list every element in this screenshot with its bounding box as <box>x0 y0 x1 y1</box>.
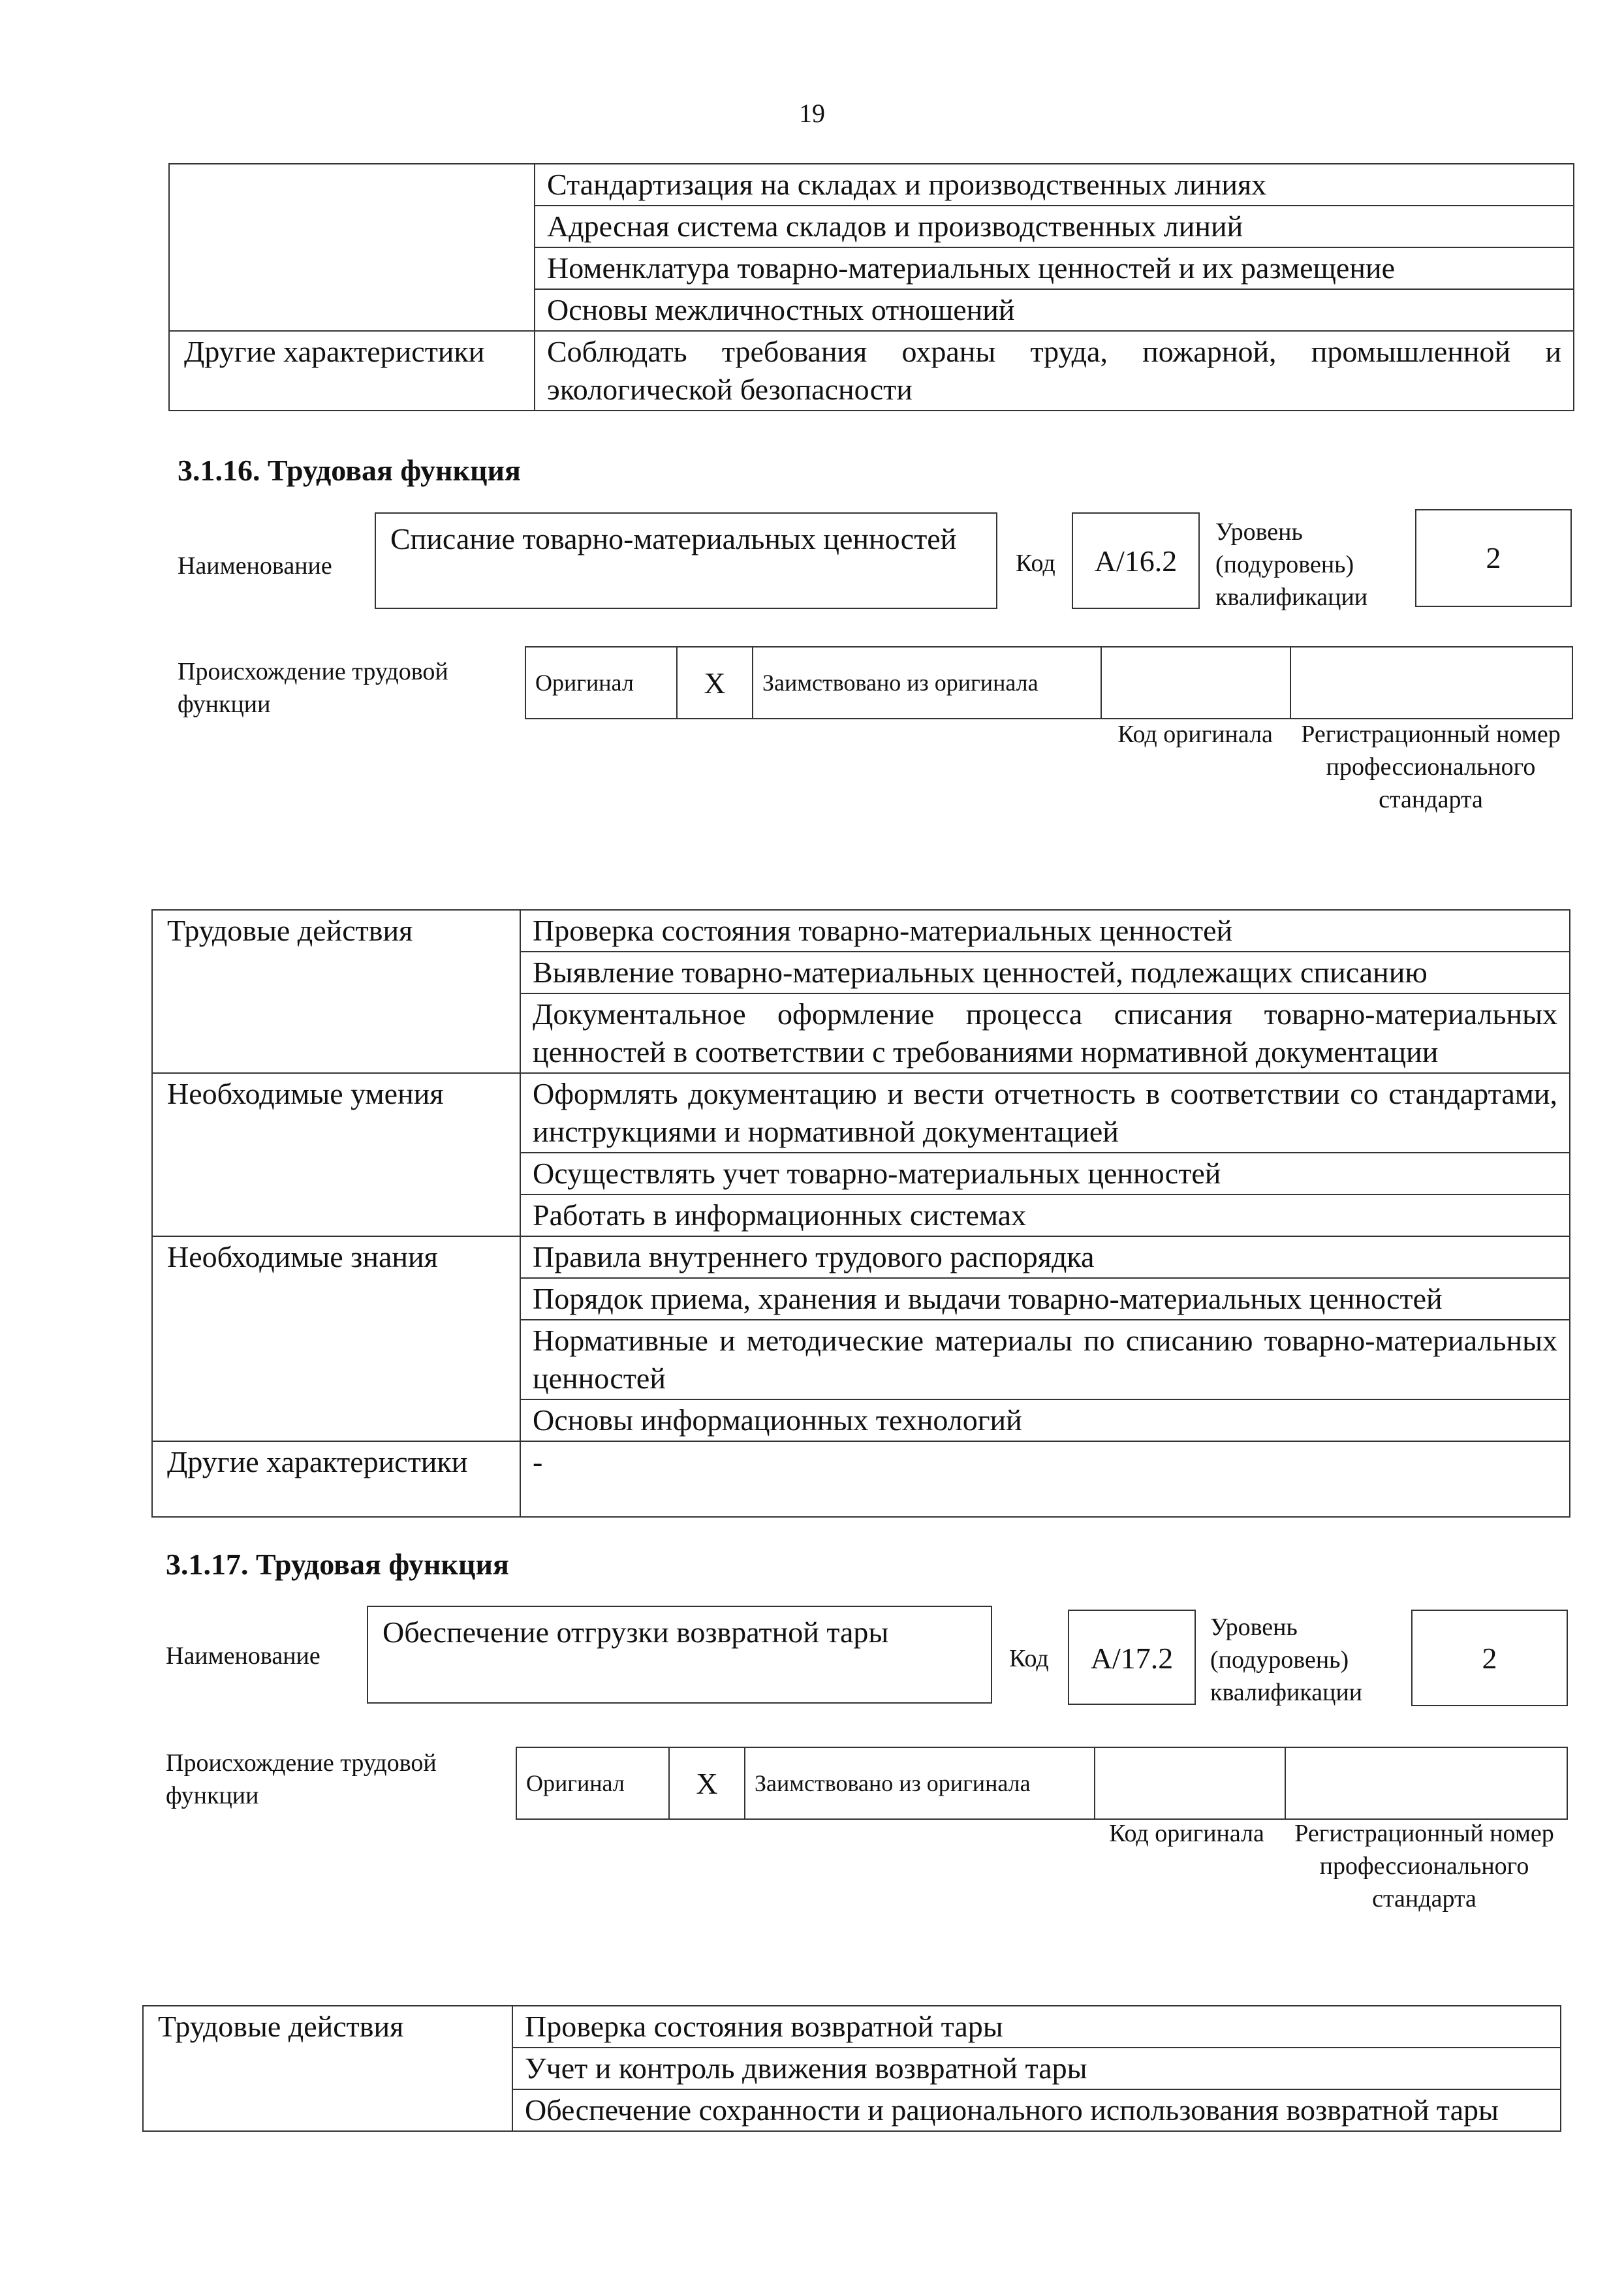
table-row <box>169 164 1574 206</box>
original-label: Оригинал <box>525 647 677 719</box>
row-label: Трудовые действия <box>143 2006 512 2131</box>
table-row <box>152 1073 1570 1153</box>
function-name-box: Обеспечение отгрузки возвратной тары <box>367 1606 992 1704</box>
table-cell: Учет и контроль движения возвратной тары <box>512 2048 1561 2089</box>
table-cell: Основы межличностных отношений <box>535 289 1574 331</box>
table-cell: Проверка состояния товарно-материальных ценностей <box>520 910 1570 952</box>
table-cell: Работать в информационных системах <box>520 1194 1570 1236</box>
origin-label: Происхождение трудовой функции <box>178 658 448 718</box>
level-label: Уровень (подуровень) квалификации <box>1215 518 1368 611</box>
row-label: Необходимые умения <box>152 1073 520 1236</box>
row-label: Трудовые действия <box>152 910 520 1073</box>
table-row <box>143 2006 1561 2048</box>
table-row <box>152 1441 1570 1517</box>
table-cell: - <box>520 1441 1570 1517</box>
function-name-box: Списание товарно-материальных ценностей <box>375 512 997 609</box>
continued-table <box>168 163 1574 411</box>
section-title-3-1-16: 3.1.16. Трудовая функция <box>178 454 521 487</box>
function-16-table <box>151 909 1570 1518</box>
table-cell: Номенклатура товарно-материальных ценностей и их размещение <box>535 247 1574 289</box>
borrowed-label: Заимствовано из оригинала <box>745 1747 1095 1819</box>
table-cell: Обеспечение сохранности и рационального использования возвратной тары <box>512 2089 1561 2131</box>
table-cell: Соблюдать требования охраны труда, пожарной, промышленной и экологической безопасности <box>535 331 1574 411</box>
borrowed-label: Заимствовано из оригинала <box>753 647 1101 719</box>
table-row <box>152 910 1570 952</box>
level-label: Уровень (подуровень) квалификации <box>1210 1614 1363 1706</box>
table-cell: Выявление товарно-материальных ценностей, подлежащих списанию <box>520 952 1570 993</box>
table-row <box>169 331 1574 411</box>
table-cell: Нормативные и методические материалы по списанию товарно-материальных ценностей <box>520 1320 1570 1399</box>
table-row <box>525 647 1572 719</box>
origin-table <box>525 646 1573 719</box>
table-cell: Порядок приема, хранения и выдачи товарно-материальных ценностей <box>520 1278 1570 1320</box>
table-cell: Осуществлять учет товарно-материальных ценностей <box>520 1153 1570 1194</box>
level-box: 2 <box>1415 509 1572 607</box>
original-label: Оригинал <box>516 1747 669 1819</box>
table-cell: Основы информационных технологий <box>520 1399 1570 1441</box>
origin-reg-cell <box>1290 647 1572 719</box>
table-cell: Стандартизация на складах и производственных линиях <box>535 164 1574 206</box>
table-row <box>152 1236 1570 1278</box>
row-label: Необходимые знания <box>152 1236 520 1441</box>
code-label: Код <box>1009 1645 1049 1672</box>
name-label: Наименование <box>166 1642 320 1670</box>
code-box: A/16.2 <box>1072 512 1200 609</box>
reg-caption: Регистрационный номер профессионального стандарта <box>1301 721 1561 813</box>
origin-code-cell <box>1095 1747 1285 1819</box>
row-label: Другие характеристики <box>152 1441 520 1517</box>
code-label: Код <box>1016 550 1055 577</box>
table-cell: Адресная система складов и производственных линий <box>535 206 1574 247</box>
original-mark: X <box>669 1747 745 1819</box>
origin-table <box>516 1747 1568 1820</box>
table-row <box>516 1747 1567 1819</box>
level-box: 2 <box>1411 1610 1568 1706</box>
row-label: Другие характеристики <box>169 331 535 411</box>
origin-reg-cell <box>1285 1747 1567 1819</box>
table-cell: Документальное оформление процесса списания товарно-материальных ценностей в соответствии с требованиями нормативной документации <box>520 993 1570 1073</box>
code-caption: Код оригинала <box>1117 721 1273 748</box>
page-number: 19 <box>799 99 825 128</box>
origin-label: Происхождение трудовой функции <box>166 1749 437 1809</box>
table-cell: Проверка состояния возвратной тары <box>512 2006 1561 2048</box>
code-box: A/17.2 <box>1068 1610 1196 1705</box>
origin-code-cell <box>1101 647 1290 719</box>
section-title-3-1-17: 3.1.17. Трудовая функция <box>166 1548 509 1581</box>
code-caption: Код оригинала <box>1109 1820 1264 1847</box>
name-label: Наименование <box>178 552 332 580</box>
row-label <box>169 164 535 331</box>
function-17-table <box>142 2005 1561 2132</box>
original-mark: X <box>677 647 753 719</box>
table-cell: Оформлять документацию и вести отчетность в соответствии со стандартами, инструкциями и нормативной документацией <box>520 1073 1570 1153</box>
reg-caption: Регистрационный номер профессионального стандарта <box>1294 1820 1554 1912</box>
table-cell: Правила внутреннего трудового распорядка <box>520 1236 1570 1278</box>
